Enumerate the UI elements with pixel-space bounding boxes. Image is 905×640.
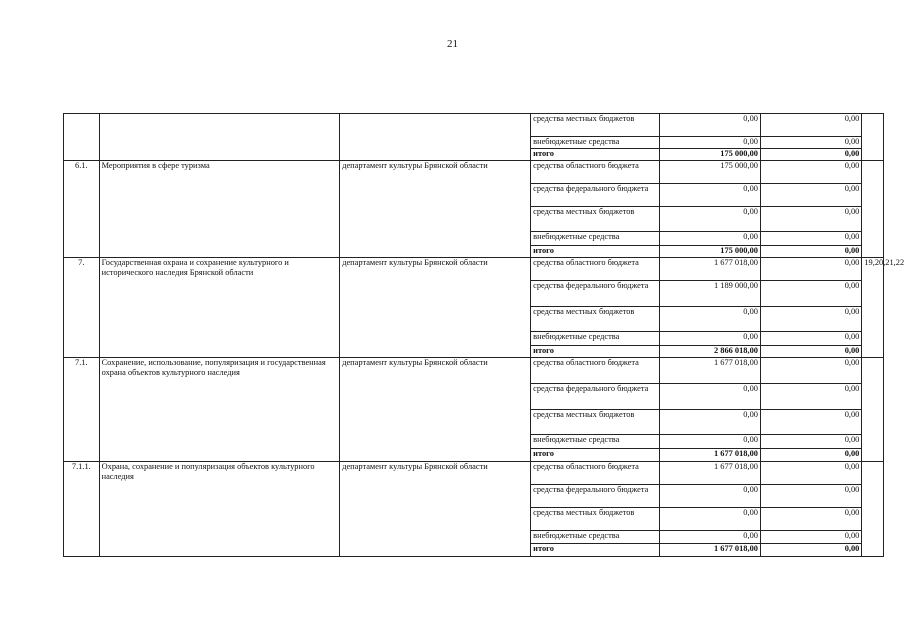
indicator-cell [862, 358, 884, 462]
amount-cell: 0,00 [760, 435, 861, 449]
funding-source-cell: средства областного бюджета [531, 161, 659, 184]
funding-source-cell: внебюджетные средства [531, 332, 659, 346]
amount-cell: 0,00 [659, 114, 760, 137]
budget-table [63, 113, 905, 557]
amount-cell: 0,00 [760, 232, 861, 246]
funding-source-cell: средства федерального бюджета [531, 485, 659, 508]
table-body [64, 114, 905, 557]
amount-cell: 1 677 018,00 [659, 449, 760, 462]
amount-cell: 0,00 [760, 531, 861, 544]
indicator-cell [862, 114, 884, 161]
funding-source-cell: средства местных бюджетов [531, 114, 659, 137]
funding-source-cell: внебюджетные средства [531, 531, 659, 544]
page-number: 21 [447, 38, 458, 50]
funding-source-cell: итого [531, 449, 659, 462]
table-row [64, 358, 884, 384]
executor-cell: департамент культуры Брянской области [340, 161, 531, 258]
amount-cell: 0,00 [659, 137, 760, 149]
funding-source-cell: средства областного бюджета [531, 258, 659, 281]
item-name-cell: Сохранение, использование, популяризация и государственная охрана объектов культурного наследия [99, 358, 340, 462]
funding-source-cell: средства местных бюджетов [531, 207, 659, 232]
item-name-cell [99, 114, 340, 161]
amount-cell: 0,00 [760, 410, 861, 435]
amount-cell: 0,00 [659, 531, 760, 544]
amount-cell: 0,00 [659, 508, 760, 531]
amount-cell: 0,00 [760, 346, 861, 358]
amount-cell: 0,00 [659, 232, 760, 246]
amount-cell: 0,00 [659, 410, 760, 435]
funding-source-cell: средства областного бюджета [531, 462, 659, 485]
amount-cell: 0,00 [760, 207, 861, 232]
executor-cell [340, 114, 531, 161]
amount-cell: 0,00 [760, 246, 861, 258]
funding-source-cell: средства федерального бюджета [531, 384, 659, 410]
amount-cell: 0,00 [760, 184, 861, 207]
funding-source-cell: средства федерального бюджета [531, 184, 659, 207]
amount-cell: 0,00 [760, 508, 861, 531]
table-row [64, 462, 884, 485]
table-row [64, 114, 884, 137]
amount-cell: 0,00 [760, 149, 861, 161]
amount-cell: 0,00 [659, 435, 760, 449]
amount-cell: 1 677 018,00 [659, 258, 760, 281]
amount-cell: 0,00 [659, 384, 760, 410]
amount-cell: 1 677 018,00 [659, 358, 760, 384]
item-number-cell: 7.1. [64, 358, 100, 462]
amount-cell: 0,00 [760, 358, 861, 384]
amount-cell: 0,00 [760, 332, 861, 346]
amount-cell: 0,00 [659, 332, 760, 346]
amount-cell: 0,00 [760, 258, 861, 281]
amount-cell: 0,00 [760, 462, 861, 485]
executor-cell: департамент культуры Брянской области [340, 358, 531, 462]
executor-cell: департамент культуры Брянской области [340, 462, 531, 557]
amount-cell: 0,00 [760, 114, 861, 137]
item-name-cell: Охрана, сохранение и популяризация объектов культурного наследия [99, 462, 340, 557]
amount-cell: 0,00 [659, 207, 760, 232]
amount-cell: 1 677 018,00 [659, 544, 760, 557]
amount-cell: 0,00 [659, 485, 760, 508]
funding-source-cell: итого [531, 246, 659, 258]
item-number-cell: 7.1.1. [64, 462, 100, 557]
amount-cell: 0,00 [760, 485, 861, 508]
funding-source-cell: средства местных бюджетов [531, 307, 659, 332]
amount-cell: 1 677 018,00 [659, 462, 760, 485]
amount-cell: 1 189 000,00 [659, 281, 760, 307]
table-row [64, 161, 884, 184]
amount-cell: 2 866 018,00 [659, 346, 760, 358]
funding-source-cell: внебюджетные средства [531, 232, 659, 246]
item-number-cell [64, 114, 100, 161]
table-row [64, 258, 884, 281]
funding-source-cell: средства местных бюджетов [531, 508, 659, 531]
indicator-cell [862, 161, 884, 258]
funding-source-cell: внебюджетные средства [531, 137, 659, 149]
indicator-cell: 19,20,21,22 [862, 258, 884, 358]
amount-cell: 0,00 [760, 137, 861, 149]
funding-source-cell: внебюджетные средства [531, 435, 659, 449]
amount-cell: 175 000,00 [659, 149, 760, 161]
amount-cell: 0,00 [760, 307, 861, 332]
indicator-cell [862, 462, 884, 557]
funding-source-cell: итого [531, 544, 659, 557]
funding-source-cell: средства областного бюджета [531, 358, 659, 384]
amount-cell: 175 000,00 [659, 161, 760, 184]
executor-cell: департамент культуры Брянской области [340, 258, 531, 358]
item-number-cell: 7. [64, 258, 100, 358]
amount-cell: 0,00 [760, 449, 861, 462]
amount-cell: 0,00 [760, 161, 861, 184]
item-number-cell: 6.1. [64, 161, 100, 258]
funding-source-cell: итого [531, 346, 659, 358]
funding-source-cell: итого [531, 149, 659, 161]
item-name-cell: Мероприятия в сфере туризма [99, 161, 340, 258]
amount-cell: 0,00 [760, 384, 861, 410]
amount-cell: 0,00 [659, 184, 760, 207]
amount-cell: 0,00 [659, 307, 760, 332]
funding-source-cell: средства федерального бюджета [531, 281, 659, 307]
item-name-cell: Государственная охрана и сохранение культурного и исторического наследия Брянской области [99, 258, 340, 358]
funding-source-cell: средства местных бюджетов [531, 410, 659, 435]
amount-cell: 0,00 [760, 281, 861, 307]
amount-cell: 0,00 [760, 544, 861, 557]
amount-cell: 175 000,00 [659, 246, 760, 258]
